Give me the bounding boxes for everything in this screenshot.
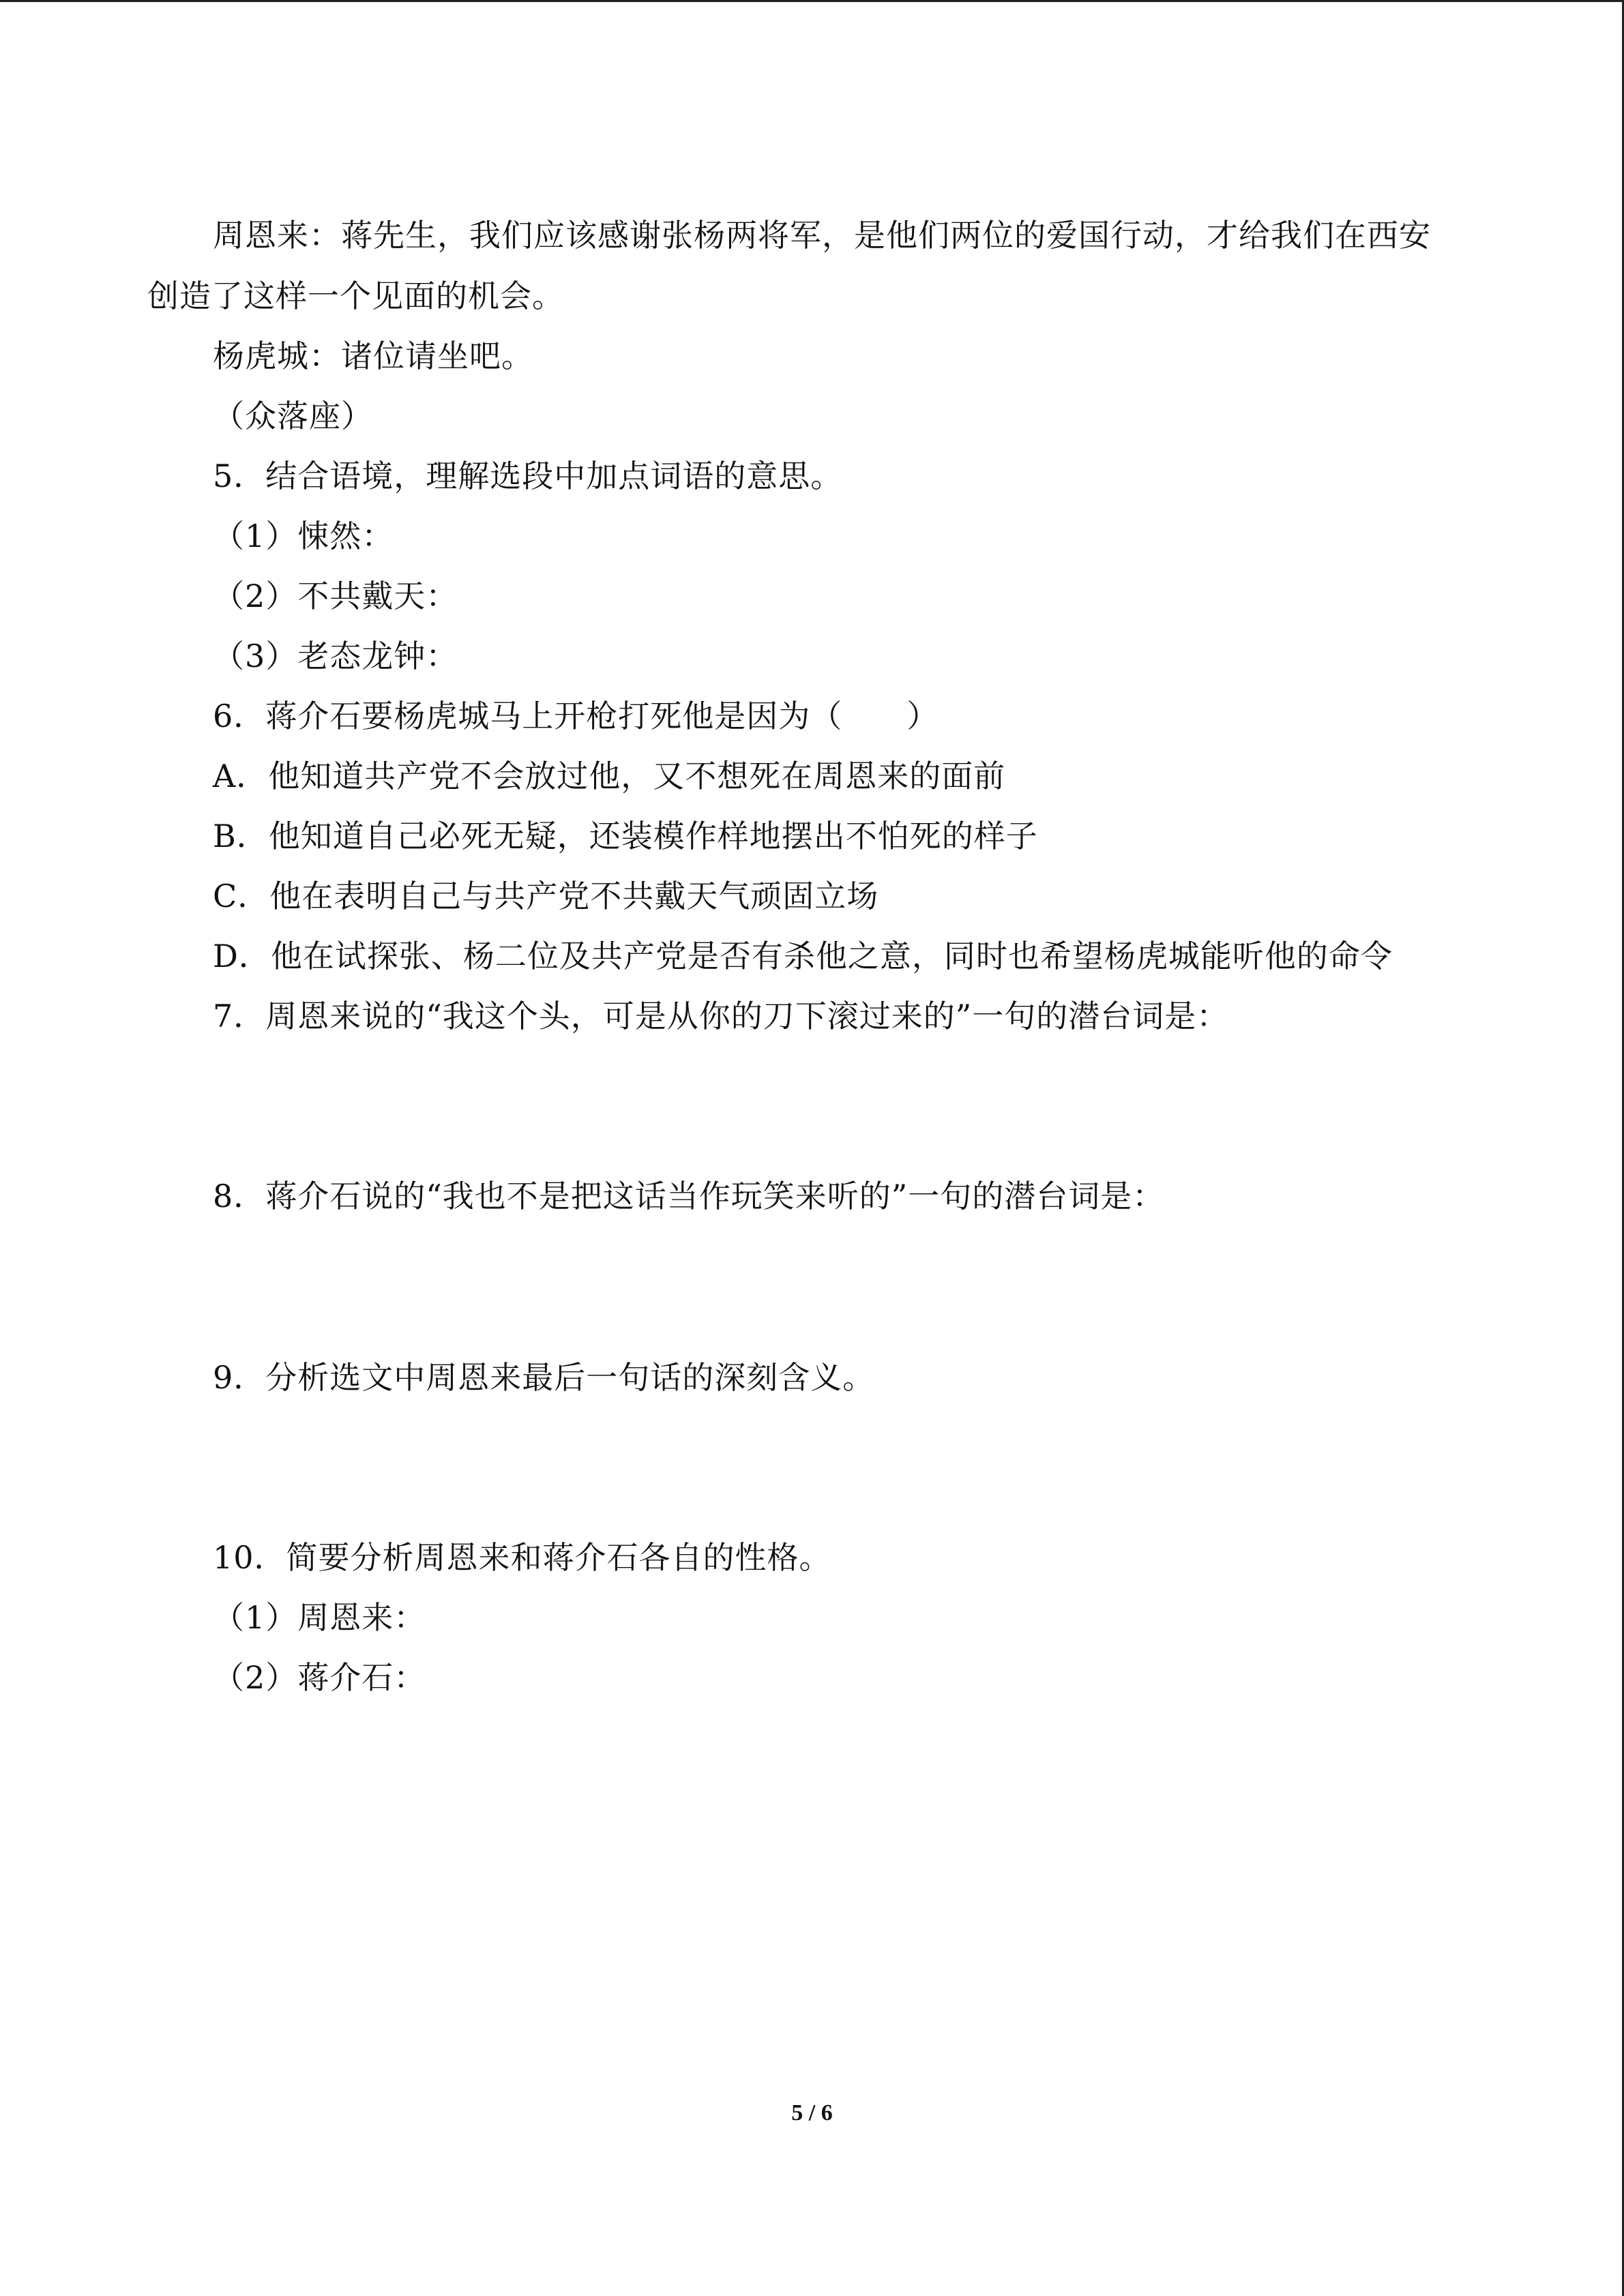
dialogue-line-3: 杨虎城：诸位请坐吧。 <box>213 338 533 374</box>
question-9-stem: 9．分析选文中周恩来最后一句话的深刻含义。 <box>213 1359 875 1396</box>
question-5-stem: 5．结合语境，理解选段中加点词语的意思。 <box>213 458 843 494</box>
dialogue-line-1: 周恩来：蒋先生，我们应该感谢张杨两将军，是他们两位的爱国行动，才给我们在西安 <box>213 217 1431 254</box>
question-6-stem: 6．蒋介石要杨虎城马上开枪打死他是因为（ ） <box>213 698 939 734</box>
question-10-item-1: （1）周恩来： <box>213 1599 426 1636</box>
page-number: 5 / 6 <box>791 2100 833 2126</box>
question-6-option-d: D．他在试探张、杨二位及共产党是否有杀他之意，同时也希望杨虎城能听他的命令 <box>213 938 1393 974</box>
question-7-stem: 7．周恩来说的“我这个头，可是从你的刀下滚过来的”一句的潜台词是： <box>213 998 1229 1034</box>
question-10-stem: 10．简要分析周恩来和蒋介石各自的性格。 <box>213 1539 831 1576</box>
question-5-item-1: （1）悚然： <box>213 518 394 554</box>
question-5-item-3: （3）老态龙钟： <box>213 638 458 674</box>
question-6-option-b: B．他知道自己必死无疑，还装模作样地摆出不怕死的样子 <box>213 818 1038 854</box>
dialogue-line-2: 创造了这样一个见面的机会。 <box>147 278 564 314</box>
question-8-stem: 8．蒋介石说的“我也不是把这话当作玩笑来听的”一句的潜台词是： <box>213 1178 1165 1214</box>
stage-direction: （众落座） <box>213 398 373 434</box>
question-6-option-a: A．他知道共产党不会放过他，又不想死在周恩来的面前 <box>213 758 1006 794</box>
question-10-item-2: （2）蒋介石： <box>213 1659 426 1696</box>
question-5-item-2: （2）不共戴天： <box>213 578 458 614</box>
question-6-option-c: C．他在表明自己与共产党不共戴天气顽固立场 <box>213 878 879 914</box>
